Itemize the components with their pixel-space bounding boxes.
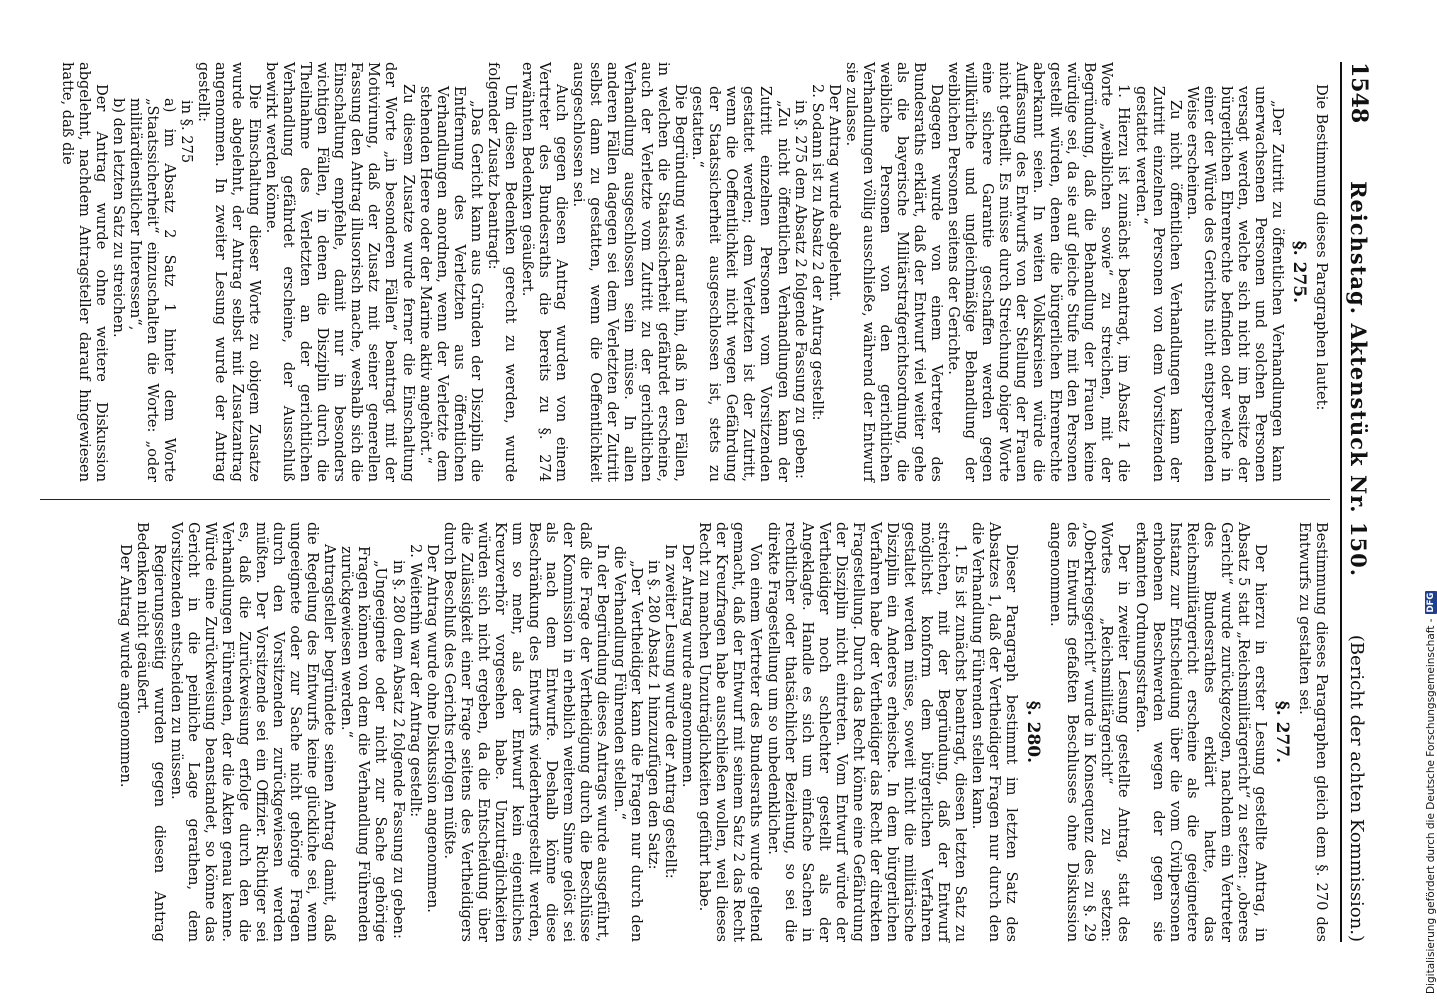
paragraph: Auch gegen diesen Antrag wurden von einem Vertreter des Bundesraths die bereits zu §. 274 erwähnten Bedenken geäußert.: [518, 62, 570, 482]
quote: „Der Vertheidiger kann die Fragen nur durch den die Verhandlung Führenden stellen.“: [611, 546, 646, 942]
paragraph: Regierungsseitig wurden gegen diesen Antrag Bedenken nicht geäußert.: [133, 522, 168, 942]
paragraph: Von einem Vertreter des Bundesraths wurde geltend gemacht, daß der Entwurf mit seinem Satz 2 das Recht der Kreuzfragen habe ausschließen wollen, weil dieses Recht zu manchen Unzuträglichkeiten geführt habe.: [696, 522, 765, 942]
quote: „Ungeeignete oder nicht zur Sache gehörige Fragen können von dem die Verhandlung Führenden zurückgewiesen werden.“: [338, 546, 390, 942]
left-column: [59, 62, 1330, 482]
quote: Zu nicht öffentlichen Verhandlungen kann der Zutritt einzelnen Personen von dem Vorsitzenden gestattet werden.“: [1132, 86, 1184, 482]
paragraph: 1. Hierzu ist zunächst beantragt, im Absatz 1 die Worte „weiblichen sowie“ zu streichen, mit der Begründung, daß die Behandlung der Frauen keine würdige sei, da sie auf gleiche Stufe mit den Personen gestellt würden, denen die bürgerlichen Ehrenrechte aberkannt seien. In weiten Volkskreisen würde die Auffassung des Entwurfs von der Stellung der Frauen nicht getheilt. Es müsse durch Streichung obiger Worte eine sichere Garantie geschaffen werden gegen willkürliche und ungleichmäßige Behandlung der weiblichen Personen seitens der Gerichte.: [945, 62, 1133, 482]
paragraph: Zu diesem Zusatze wurde ferner die Einschaltung der Worte „in besonderen Fällen“ beantragt mit der Motivirung, daß der Zusatz mit seiner generellen Fassung den Antrag illusorisch mache, weshalb sich die Einschaltung empfehle, damit nur in besonders wichtigen Fällen, in denen die Disziplin durch die Theilnahme des Verletzten an der gerichtlichen Verhandlung gefährdet erscheine, der Ausschluß bewirkt werden könne.: [263, 62, 417, 482]
right-column: [117, 522, 1330, 942]
paragraph: in §. 280 dem Absatz 2 folgende Fassung zu geben:: [389, 560, 407, 939]
paragraph: Dieser Paragraph bestimmt im letzten Satz des Absatzes 1, daß der Vertheidiger Fragen nur durch den die Verhandlung Führenden stellen kann.: [969, 522, 1021, 942]
paragraph: Antragsteller begründete seinen Antrag damit, daß die Regelung des Entwurfs keine glückliche sei, wenn ungeeignete oder zur Sache nicht gehörige Fragen durch den Vorsitzenden zurückgewiesen werden müßten. Der Vorsitzende sei ein Offizier. Richtiger sei es, daß die Zurückweisung erfolge durch den die Verhandlungen Führenden, der die Akten genau kenne. Würde eine Zurückweisung beanstandet, so könne das Gericht in die peinliche Lage gerathen, dem Vorsitzenden entscheiden zu müssen.: [167, 522, 339, 942]
quote: „Das Gericht kann aus Gründen der Disziplin die Entfernung des Verletzten aus öffentlichen Verhandlungen anordnen, wenn der Verletzte dem stehenden Heere oder der Marine aktiv angehört.“: [416, 86, 485, 482]
page-subtitle: (Bericht der achten Kommission.): [1346, 634, 1367, 942]
paragraph: Der Antrag wurde angenommen.: [679, 544, 697, 788]
paragraph: 1. Es ist zunächst beantragt, diesen letzten Satz zu streichen, mit der Begründung, daß der Entwurf möglichst konform dem bürgerlichen Verfahren gestaltet werden müsse, soweit nicht die militärische Disziplin ein Anderes erheische. In dem bürgerlichen Verfahren habe der Vertheidiger das Recht der direkten Fragestellung. Durch das Recht könne eine Gefährdung der Disziplin nicht eintreten. Vom Entwurf würde der Vertheidiger noch schlechter gestellt als der Angeklagte. Handle es sich um einfache Sachen in rechtlicher oder thatsächlicher Beziehung, so sei die direkte Fragestellung um so unbedenklicher.: [764, 522, 970, 942]
page-header: [1340, 62, 1374, 942]
paragraph: Um diesen Bedenken gerecht zu werden, wurde folgender Zusatz beantragt:: [484, 62, 519, 482]
column-divider: [40, 499, 1330, 500]
quote: „Zu nicht öffentlichen Verhandlungen kann der Zutritt einzelnen Personen vom Vorsitzenden gestattet werden; dem Verletzten ist der Zutritt, wenn die Oeffentlichkeit nicht wegen Gefährdung der Staatssicherheit ausgeschlossen ist, stets zu gestatten.“: [689, 86, 792, 482]
page-title: Reichstag. Aktenstück Nr. 150.: [1346, 181, 1371, 578]
paragraph: Der Antrag wurde angenommen.: [116, 544, 134, 788]
paragraph: Die Bestimmung dieses Paragraphen lautet:: [1313, 84, 1330, 411]
quote: „Der Zutritt zu öffentlichen Verhandlungen kann unerwachsenen Personen und solchen Personen versagt werden, welche sich nicht im Besitze der bürgerlichen Ehrenrechte befinden oder welche in einer der Würde des Gerichts nicht entsprechenden Weise erscheinen.: [1183, 86, 1286, 482]
credit-text: Digitalisierung gefördert durch die Deutsche Forschungsgemeinschaft -: [1425, 618, 1437, 994]
paragraph: 2. Weiterhin war der Antrag gestellt:: [406, 544, 424, 818]
paragraph: Bestimmung dieses Paragraphen gleich dem §. 270 des Entwurfs zu gestalten sei.: [1295, 522, 1330, 942]
paragraph: Der Antrag wurde abgelehnt.: [825, 84, 843, 302]
section-heading: §. 280.: [1023, 700, 1044, 764]
paragraph: In der Begründung dieses Antrags wurde ausgeführt, daß die Frage der Vertheidigung durch die Beschlüsse der Kommission in erheblich weiterem Sinne gelöst sei als nach dem Entwurfe. Deshalb könne diese Beschränkung des Entwurfs wiederhergestellt werden, um so mehr, als der Entwurf kein eigentliches Kreuzverhör vorgesehen habe. Unzuträglichkeiten würden sich nicht ergeben, da die Entscheidung über die Zulässigkeit einer Frage seitens des Vertheidigers durch Beschluß des Gerichts erfolgen müßte.: [440, 522, 612, 942]
paragraph: Der hierzu in erster Lesung gestellte Antrag, in Absatz 5 statt „Reichsmilitärgericht“ zu setzen: „oberes Gericht“ wurde zurückgezogen, nachdem ein Vertreter des Bundesrathes erklärt hatte, das Reichsmilitärgericht erscheine als die geeignetere Instanz zur Entscheidung über die vom Civilpersonen erhobenen Beschwerden wegen der gegen sie erkannten Ordnungsstrafen.: [1132, 522, 1269, 942]
paragraph: Der in zweiter Lesung gestellte Antrag, statt des Wortes „Reichsmilitärgericht“ zu setzen: „Oberkriegsgericht“ wurde in Konsequenz des zu §. 29 des Entwurfs gefaßten Beschlusses ohne Diskussion angenommen.: [1047, 522, 1133, 942]
paragraph: In zweiter Lesung wurde der Antrag gestellt:: [662, 544, 680, 879]
page-number: 1548: [1346, 62, 1372, 124]
paragraph: Der Antrag wurde ohne Diskussion angenommen.: [423, 544, 441, 913]
paragraph: in §. 275 dem Absatz 2 folgende Fassung zu geben:: [791, 100, 809, 479]
paragraph: in §. 280 Absatz 1 hinzuzufügen den Satz:: [645, 560, 663, 870]
section-heading: §. 277.: [1271, 700, 1292, 764]
list-item: b) den letzten Satz zu streichen.: [109, 98, 127, 338]
digitization-credit: [1425, 591, 1437, 994]
section-heading: §. 275.: [1288, 240, 1309, 304]
paragraph: 2. Sodann ist zu Absatz 2 der Antrag gestellt:: [808, 84, 826, 421]
paragraph: Die Einschaltung dieser Worte zu obigem Zusatze wurde abgelehnt, der Antrag selbst mit Zusatzantrag angenommen. In zweiter Lesung wurde der Antrag gestellt:: [194, 62, 264, 482]
paragraph: in §. 275: [177, 100, 195, 164]
paragraph: Der Antrag wurde ohne weitere Diskussion abgelehnt, nachdem Antragsteller darauf hingewiesen hatte, daß die: [58, 62, 110, 482]
paragraph: Die Begründung wies darauf hin, daß in den Fällen, in welchen die Staatssicherheit gefährdet erscheine, auch der Verletzte vom Zutritt zu der gerichtlichen Verhandlung ausgeschlossen sein müsse. In allen anderen Fällen dagegen sei dem Verletzten der Zutritt selbst dann zu gestatten, wenn die Oeffentlichkeit ausgeschlossen sei.: [569, 62, 690, 482]
list-item: a) im Absatz 2 Satz 1 hinter dem Worte „Staatssicherheit“ einzuschalten die Worte: „oder militärdienstlicher Interessen“,: [126, 98, 178, 482]
dfg-logo-icon: DFG: [1426, 592, 1436, 613]
paragraph: Dagegen wurde von einem Vertreter des Bundesraths erklärt, daß der Entwurf viel weiter gehe als die bayerische Militärstrafgerichtsordnung, die weibliche Personen von den gerichtlichen Verhandlungen völlig ausschließe, während der Entwurf sie zulasse.: [842, 62, 945, 482]
